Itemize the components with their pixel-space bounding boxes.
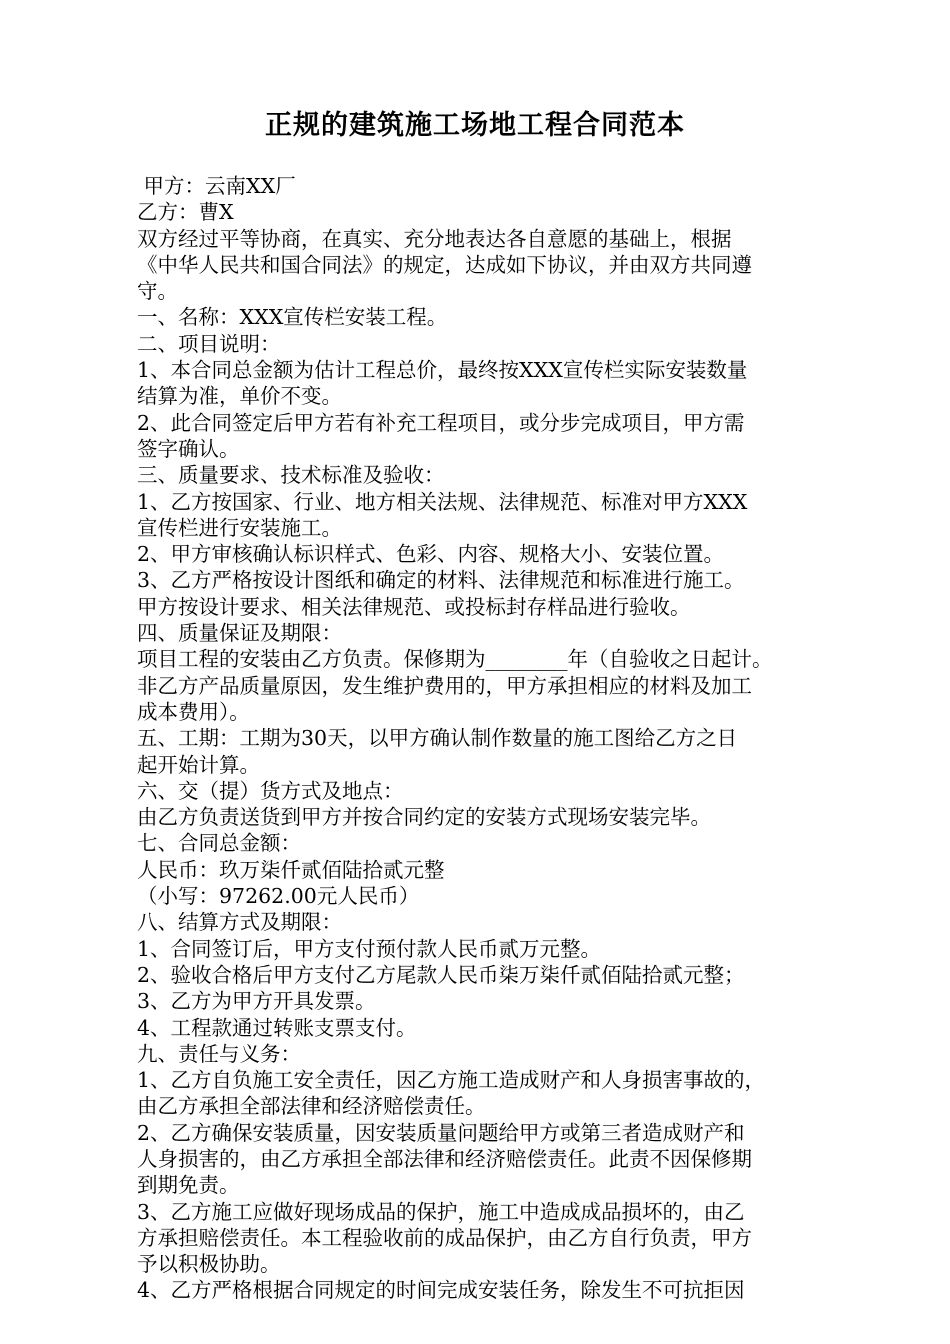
contract-line: 4、工程款通过转账支票支付。 <box>137 1015 417 1040</box>
contract-line: 3、乙方为甲方开具发票。 <box>137 989 376 1014</box>
contract-line: 4、乙方严格根据合同规定的时间完成安装任务，除发生不可抗拒因 <box>137 1278 745 1303</box>
contract-line: 六、交（提）货方式及地点： <box>137 778 404 803</box>
contract-line: 成本费用）。 <box>137 699 250 724</box>
contract-line: 予以积极协助。 <box>137 1252 281 1277</box>
contract-line: 项目工程的安装由乙方负责。保修期为________年（自验收之日起计。 <box>137 647 773 672</box>
contract-line: 四、质量保证及期限： <box>137 621 342 646</box>
contract-line: 宣传栏进行安装施工。 <box>137 515 342 540</box>
contract-line: 乙方：曹X <box>137 200 234 225</box>
contract-line: 3、乙方严格按设计图纸和确定的材料、法律规范和标准进行施工。 <box>137 568 745 593</box>
contract-body <box>137 173 837 1304</box>
contract-line: 九、责任与义务： <box>137 1041 301 1066</box>
contract-line: 二、项目说明： <box>137 331 281 356</box>
contract-line: 1、合同签订后，甲方支付预付款人民币贰万元整。 <box>137 936 602 961</box>
contract-line: 守。 <box>137 279 178 304</box>
contract-line: 由乙方承担全部法律和经济赔偿责任。 <box>137 1094 486 1119</box>
contract-line: 1、本合同总金额为估计工程总价，最终按XXX宣传栏实际安装数量 <box>137 358 748 383</box>
contract-line: 一、名称：XXX宣传栏安装工程。 <box>137 305 448 330</box>
contract-line: 签字确认。 <box>137 436 240 461</box>
contract-line: 2、此合同签定后甲方若有补充工程项目，或分步完成项目，甲方需 <box>137 410 745 435</box>
contract-line: 1、乙方按国家、行业、地方相关法规、法律规范、标准对甲方XXX <box>137 489 748 514</box>
contract-line: 三、质量要求、技术标准及验收： <box>137 463 445 488</box>
contract-line: 非乙方产品质量原因，发生维护费用的，甲方承担相应的材料及加工 <box>137 673 752 698</box>
contract-line: 甲方：云南XX厂 <box>137 174 296 198</box>
contract-line: 由乙方负责送货到甲方并按合同约定的安装方式现场安装完毕。 <box>137 805 711 830</box>
contract-line: 1、乙方自负施工安全责任，因乙方施工造成财产和人身损害事故的， <box>137 1068 766 1093</box>
contract-line: 3、乙方施工应做好现场成品的保护，施工中造成成品损坏的，由乙 <box>137 1199 745 1224</box>
contract-line: 方承担赔偿责任。本工程验收前的成品保护，由乙方自行负责，甲方 <box>137 1225 752 1250</box>
contract-line: 七、合同总金额： <box>137 831 301 856</box>
contract-line: 《中华人民共和国合同法》的规定，达成如下协议，并由双方共同遵 <box>137 252 752 277</box>
contract-line: 起开始计算。 <box>137 752 260 777</box>
contract-line: 双方经过平等协商，在真实、充分地表达各自意愿的基础上，根据 <box>137 226 732 251</box>
contract-line: （小写：97262.00元人民币） <box>137 884 420 909</box>
document-title: 正规的建筑施工场地工程合同范本 <box>265 110 685 141</box>
contract-line: 到期免责。 <box>137 1173 240 1198</box>
contract-line: 人身损害的，由乙方承担全部法律和经济赔偿责任。此责不因保修期 <box>137 1146 752 1171</box>
contract-line: 2、甲方审核确认标识样式、色彩、内容、规格大小、安装位置。 <box>137 542 725 567</box>
contract-line: 2、验收合格后甲方支付乙方尾款人民币柒万柒仟贰佰陆拾贰元整； <box>137 962 745 987</box>
contract-line: 五、工期：工期为30天，以甲方确认制作数量的施工图给乙方之日 <box>137 726 738 751</box>
contract-line: 人民币：玖万柒仟贰佰陆拾贰元整 <box>137 857 445 882</box>
contract-line: 八、结算方式及期限： <box>137 910 342 935</box>
contract-line: 2、乙方确保安装质量，因安装质量问题给甲方或第三者造成财产和 <box>137 1120 745 1145</box>
contract-line: 甲方按设计要求、相关法律规范、或投标封存样品进行验收。 <box>137 594 691 619</box>
contract-line: 结算为准，单价不变。 <box>137 384 342 409</box>
